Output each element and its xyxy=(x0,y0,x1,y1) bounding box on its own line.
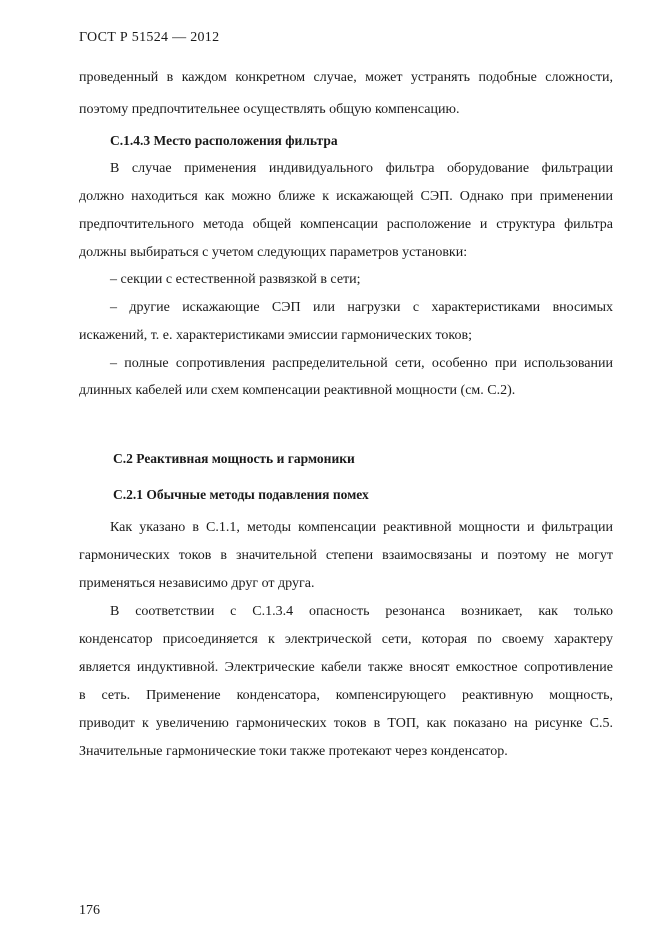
text-line: В соответствии с С.1.3.4 опасность резонанса возникает, как только xyxy=(110,604,613,619)
text-line: конденсатор присоединяется к электрической сети, которая по своему характеру xyxy=(79,632,613,647)
text-line: в сеть. Применение конденсатора, компенсирующего реактивную мощность, xyxy=(79,688,613,703)
text-line: искажений, т. е. характеристиками эмиссии гармонических токов; xyxy=(79,328,473,343)
text-line: предпочтительного метода общей компенсации расположение и структура фильтра xyxy=(79,217,613,232)
page-number: 176 xyxy=(79,903,100,918)
text-line: В случае применения индивидуального фильтра оборудование фильтрации xyxy=(110,161,613,176)
text-line: поэтому предпочтительнее осуществлять общую компенсацию. xyxy=(79,102,460,117)
section-heading-c143: С.1.4.3 Место расположения фильтра xyxy=(110,133,338,148)
list-item: – другие искажающие СЭП или нагрузки с характеристиками вносимых xyxy=(110,300,613,315)
text-line: гармонических токов в значительной степени взаимосвязаны и поэтому не могут xyxy=(79,548,613,563)
text-line: должны выбираться с учетом следующих параметров установки: xyxy=(79,245,468,260)
text-line: является индуктивной. Электрические кабели также вносят емкостное сопротивление xyxy=(79,660,613,675)
text-line: приводит к увеличению гармонических токов в ТОП, как показано на рисунке С.5. xyxy=(79,716,613,731)
text-line: Значительные гармонические токи также протекают через конденсатор. xyxy=(79,744,508,759)
text-line: проведенный в каждом конкретном случае, может устранять подобные сложности, xyxy=(79,70,613,85)
standard-header: ГОСТ Р 51524 — 2012 xyxy=(79,30,220,45)
subsection-heading-c21: С.2.1 Обычные методы подавления помех xyxy=(113,487,369,502)
section-heading-c2: С.2 Реактивная мощность и гармоники xyxy=(113,451,355,466)
text-line: длинных кабелей или схем компенсации реактивной мощности (см. С.2). xyxy=(79,383,516,398)
text-line: применяться независимо друг от друга. xyxy=(79,576,315,591)
text-line: Как указано в С.1.1, методы компенсации реактивной мощности и фильтрации xyxy=(110,520,613,535)
text-line: должно находиться как можно ближе к искажающей СЭП. Однако при применении xyxy=(79,189,613,204)
list-item: – секции с естественной развязкой в сети; xyxy=(110,272,361,287)
list-item: – полные сопротивления распределительной сети, особенно при использовании xyxy=(110,356,613,371)
